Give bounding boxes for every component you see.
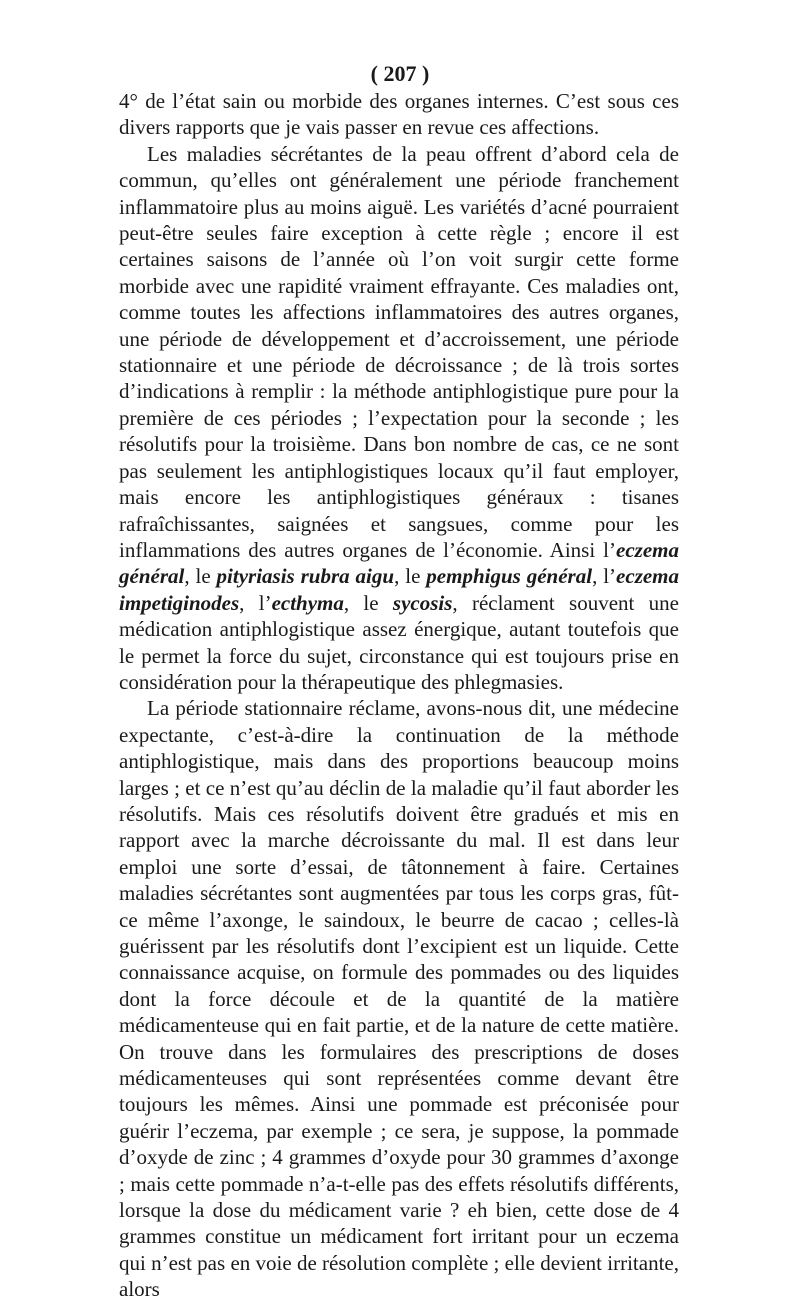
body-text <box>119 88 679 1303</box>
paragraph-text: 4° de l’état sain ou morbide des organes internes. C’est sous ces divers rapports que je vais passer en revue ces affections. <box>119 89 679 140</box>
paragraph-1 <box>119 88 679 141</box>
paragraph-2 <box>119 141 679 696</box>
disease-term: pityriasis rubra aigu <box>216 564 395 589</box>
disease-term: eczema général <box>119 537 679 589</box>
paragraph-text: La période stationnaire réclame, avons-nous dit, une médecine expectante, c’est-à-dire la continuation de la méthode antiphlogistique, mais dans des proportions beaucoup moins larges ; et ce n’est qu’au déclin de la maladie qu’il faut aborder les résolutifs. Mais ces résolutifs doivent être gradués et mis en rapport avec la marche décroissante du mal. Il est dans leur emploi une sorte d’essai, de tâtonnement à faire. Certaines maladies sécrétantes sont augmentées par tous les corps gras, fût-ce même l’axonge, le saindoux, le beurre de cacao ; celles-là guérissent par les résolutifs dont l’excipient est un liquide. Cette connaissance acquise, on formule des pommades ou des liquides dont la force découle et de la quantité de la matière médicamenteuse qui en fait partie, et de la nature de cette matière. On trouve dans les formulaires des prescriptions de doses médicamenteuses qui sont représentées comme devant être toujours les mêmes. Ainsi une pommade est préconisée pour guérir l’eczema, par exemple ; ce sera, je suppose, la pommade d’oxyde de zinc ; 4 grammes d’oxyde pour 30 grammes d’axonge ; mais cette pommade n’a-t-elle pas des effets résolutifs différents, lorsque la dose du médicament varie ? eh bien, cette dose de 4 grammes constitue un médicament fort irritant pour un eczema qui n’est pas en voie de résolution complète ; elle devient irritante, alors <box>119 696 679 1302</box>
disease-term: ecthyma <box>271 590 344 615</box>
paragraph-text: , l’ <box>239 590 272 615</box>
paragraph-text: , le <box>394 564 427 589</box>
paragraph-text: Les maladies sécrétantes de la peau offrent d’abord cela de commun, qu’elles ont généralement une période franchement inflammatoire plus au moins aiguë. Les variétés d’acné pourraient peut-être seules faire exception à cette règle ; encore il est certaines saisons de l’année où l’on voit surgir cette forme morbide avec une rapidité vraiment effrayante. Ces maladies ont, comme toutes les affections inflammatoires des autres organes, une période de développement et d’accroissement, une période stationnaire et une période de décroissance ; de là trois sortes d’indications à remplir : la méthode antiphlogistique pure pour la première de ces périodes ; l’expectation pour la seconde ; les résolutifs pour la troisième. Dans bon nombre de cas, ce ne sont pas seulement les antiphlogistiques locaux qu’il faut employer, mais encore les antiphlogistiques généraux : tisanes rafraîchissantes, saignées et sangsues, comme pour les inflammations des autres organes de l’économie. Ainsi l’ <box>119 141 679 562</box>
paragraph-text: , réclament souvent une médication antiphlogistique assez énergique, autant toutefois que le permet la force du sujet, circonstance qui est toujours prise en considération pour la thérapeutique des phlegmasies. <box>119 590 680 694</box>
paragraph-text: , l’ <box>592 564 617 589</box>
disease-term: sycosis <box>392 590 453 615</box>
paragraph-text: , le <box>184 564 217 589</box>
page-number: ( 207 ) <box>370 61 430 86</box>
paragraph-text: , le <box>343 590 393 615</box>
disease-term: eczema impetiginodes <box>119 564 680 615</box>
paragraph-3 <box>119 695 679 1302</box>
disease-term: pemphigus général <box>426 564 593 589</box>
